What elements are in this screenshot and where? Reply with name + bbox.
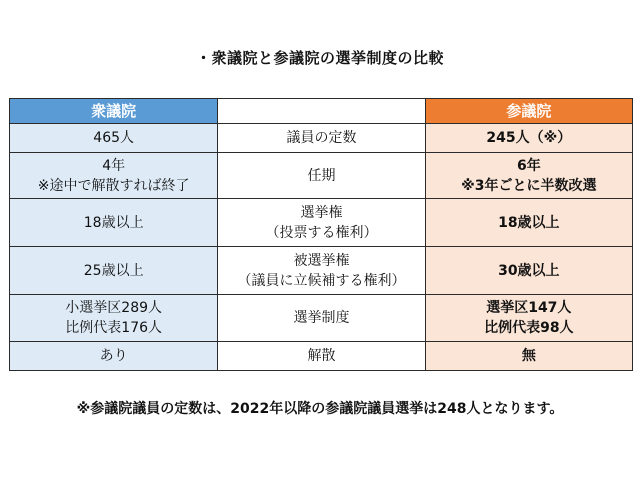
page-title: ・衆議院と参議院の選挙制度の比較 bbox=[195, 49, 444, 67]
header-house-of-councillors: 参議院 bbox=[425, 99, 632, 124]
comparison-table bbox=[9, 98, 633, 371]
cell-text: 18歳以上 bbox=[83, 214, 144, 231]
cell-text: 被選挙権 bbox=[293, 252, 350, 269]
representatives-dissolution-cell bbox=[10, 342, 218, 371]
cell-note: （投票する権利） bbox=[265, 224, 378, 241]
representatives-electoral-system-cell bbox=[10, 295, 218, 342]
item-electoral-system-cell bbox=[218, 295, 425, 342]
item-voting-right-cell bbox=[218, 199, 425, 247]
cell-text: 小選挙区289人 bbox=[65, 300, 163, 316]
representatives-voting-age-cell bbox=[10, 199, 218, 247]
cell-text: 25歳以上 bbox=[83, 262, 144, 279]
item-term-cell bbox=[218, 153, 425, 199]
cell-text: 無 bbox=[521, 348, 536, 364]
councillors-seats-cell bbox=[425, 124, 632, 153]
cell-text: 議員の定数 bbox=[286, 130, 357, 146]
table-row bbox=[10, 153, 633, 199]
cell-text: あり bbox=[99, 348, 128, 364]
cell-note: ※途中で解散すれば終了 bbox=[37, 177, 190, 194]
cell-text: 4年 bbox=[102, 157, 126, 174]
cell-text: 選挙制度 bbox=[293, 310, 350, 326]
cell-text: 任期 bbox=[307, 167, 336, 184]
councillors-electoral-system-cell bbox=[425, 295, 632, 342]
table-row bbox=[10, 199, 633, 247]
cell-text: 選挙権 bbox=[300, 204, 343, 221]
cell-text: 465人 bbox=[93, 130, 135, 146]
cell-text: 解散 bbox=[307, 348, 336, 364]
cell-text: 6年 bbox=[516, 157, 541, 174]
table-header-row bbox=[10, 99, 633, 124]
representatives-seats-cell bbox=[10, 124, 218, 153]
item-seats-cell bbox=[218, 124, 425, 153]
header-item bbox=[218, 99, 425, 124]
cell-text: 18歳以上 bbox=[498, 214, 560, 231]
cell-text: 比例代表98人 bbox=[484, 320, 574, 336]
header-house-of-representatives: 衆議院 bbox=[10, 99, 218, 124]
item-dissolution-cell bbox=[218, 342, 425, 371]
representatives-candidacy-age-cell bbox=[10, 247, 218, 295]
councillors-dissolution-cell bbox=[425, 342, 632, 371]
table-row bbox=[10, 342, 633, 371]
cell-text: 30歳以上 bbox=[498, 262, 560, 279]
cell-text: 選挙区147人 bbox=[486, 300, 572, 316]
cell-text: 比例代表176人 bbox=[65, 320, 163, 336]
councillors-candidacy-age-cell bbox=[425, 247, 632, 295]
footnote: ※参議院議員の定数は、2022年以降の参議院議員選挙は248人となります。 bbox=[76, 401, 564, 417]
cell-note: （議員に立候補する権利） bbox=[237, 272, 406, 289]
representatives-term-cell bbox=[10, 153, 218, 199]
item-candidacy-right-cell bbox=[218, 247, 425, 295]
table-row bbox=[10, 247, 633, 295]
cell-text: 245人（※） bbox=[486, 130, 572, 146]
councillors-voting-age-cell bbox=[425, 199, 632, 247]
councillors-term-cell bbox=[425, 153, 632, 199]
table-row bbox=[10, 124, 633, 153]
cell-note: ※3年ごとに半数改選 bbox=[461, 177, 597, 194]
table-row bbox=[10, 295, 633, 342]
